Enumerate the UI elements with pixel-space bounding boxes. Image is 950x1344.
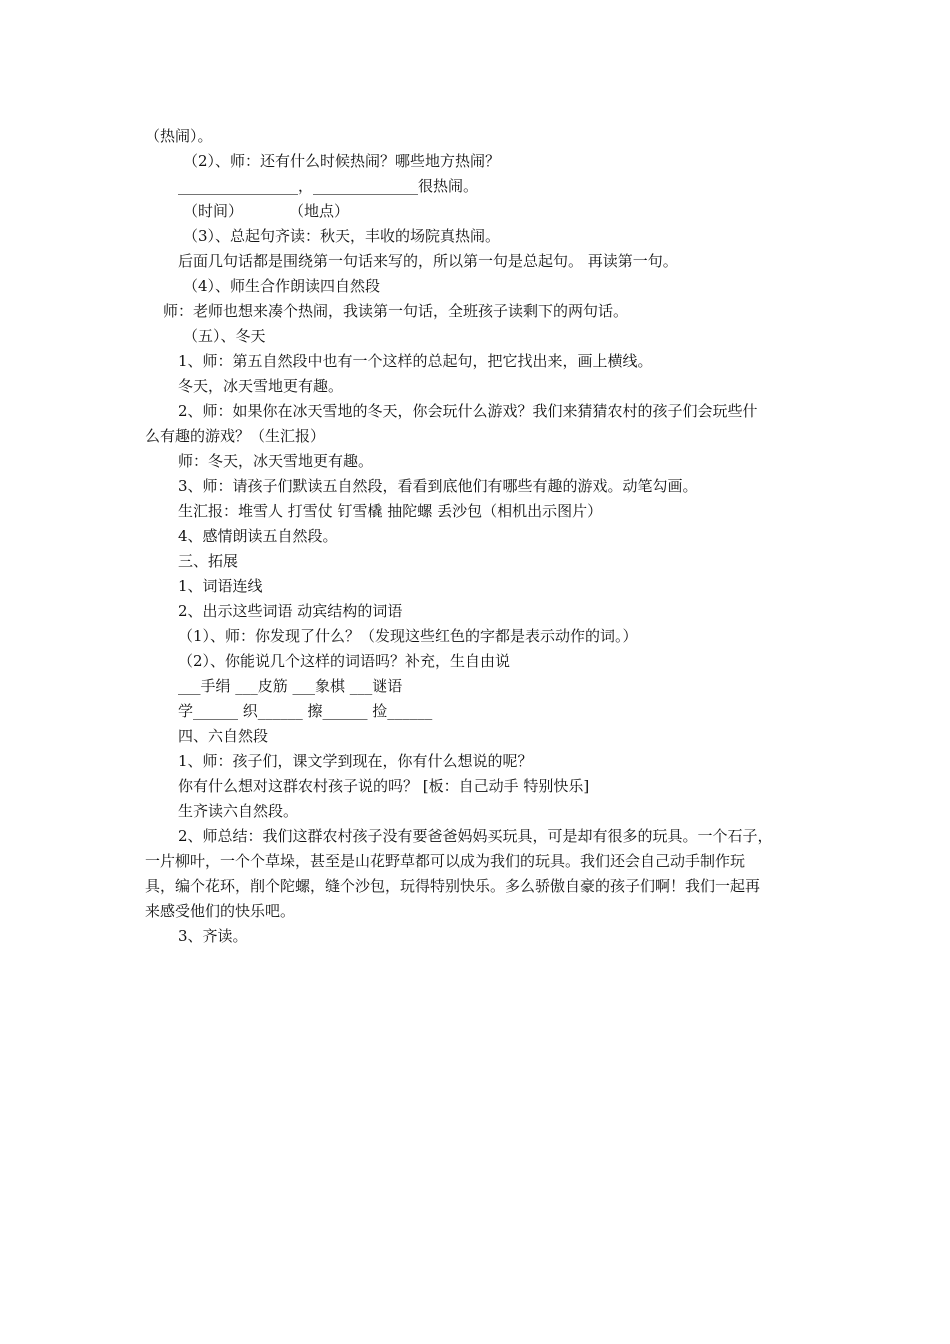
- text-line: [183, 202, 863, 220]
- text-line: （4）、师生合作朗读四自然段: [183, 277, 381, 295]
- text-line: 1、词语连线: [178, 577, 263, 595]
- text-line: 1、师：孩子们，课文学到现在，你有什么想说的呢？: [178, 752, 533, 770]
- text-line: 3、齐读。: [178, 927, 248, 945]
- text-line: 师：冬天，冰天雪地更有趣。: [178, 452, 374, 470]
- text-line: 学______ 织______ 擦______ 捡______: [178, 702, 433, 720]
- section-heading: 四、六自然段: [178, 727, 269, 745]
- text-line: 么有趣的游戏？（生汇报）: [145, 427, 326, 445]
- text-line: 生汇报：堆雪人 打雪仗 钉雪橇 抽陀螺 丢沙包（相机出示图片）: [178, 502, 603, 520]
- text-line: 来感受他们的快乐吧。: [145, 902, 296, 920]
- text-line: （3）、总起句齐读：秋天，丰收的场院真热闹。: [183, 227, 501, 245]
- text-line: （2）、你能说几个这样的词语吗？补充，生自由说: [178, 652, 511, 670]
- text-line: 一片柳叶，一个个草垛，甚至是山花野草都可以成为我们的玩具。我们还会自己动手制作玩: [145, 852, 746, 870]
- text-line: 后面几句话都是围绕第一句话来写的，所以第一句是总起句。 再读第一句。: [178, 252, 678, 270]
- text-line: （1）、师：你发现了什么？（发现这些红色的字都是表示动作的词。）: [178, 627, 638, 645]
- text-line: 2、师总结：我们这群农村孩子没有要爸爸妈妈买玩具，可是却有很多的玩具。一个石子，: [178, 827, 773, 845]
- text-line: ___手绢 ___皮筋 ___象棋 ___谜语: [178, 677, 403, 695]
- section-heading: （五）、冬天: [183, 327, 266, 345]
- text-line: ________________，______________很热闹。: [178, 177, 479, 195]
- text-line: 你有什么想对这群农村孩子说的吗？ [板：自己动手 特别快乐]: [178, 777, 590, 795]
- text-line: 生齐读六自然段。: [178, 802, 299, 820]
- text-line: 2、出示这些词语 动宾结构的词语: [178, 602, 403, 620]
- text-line: 3、师：请孩子们默读五自然段，看看到底他们有哪些有趣的游戏。动笔勾画。: [178, 477, 698, 495]
- text-line: 师：老师也想来凑个热闹，我读第一句话，全班孩子读剩下的两句话。: [163, 302, 629, 320]
- label-place: （地点）: [289, 202, 350, 220]
- text-line: （热闹）。: [145, 127, 213, 145]
- label-time: （时间）: [183, 202, 244, 220]
- text-line: 冬天，冰天雪地更有趣。: [178, 377, 344, 395]
- text-line: 4、感情朗读五自然段。: [178, 527, 338, 545]
- text-line: 1、师：第五自然段中也有一个这样的总起句，把它找出来，画上横线。: [178, 352, 653, 370]
- text-line: 2、师：如果你在冰天雪地的冬天，你会玩什么游戏？我们来猜猜农村的孩子们会玩些什: [178, 402, 758, 420]
- section-heading: 三、拓展: [178, 552, 239, 570]
- text-line: （2）、师：还有什么时候热闹？哪些地方热闹？: [183, 152, 501, 170]
- text-line: 具，编个花环，削个陀螺，缝个沙包，玩得特别快乐。多么骄傲自豪的孩子们啊！我们一起再: [145, 877, 761, 895]
